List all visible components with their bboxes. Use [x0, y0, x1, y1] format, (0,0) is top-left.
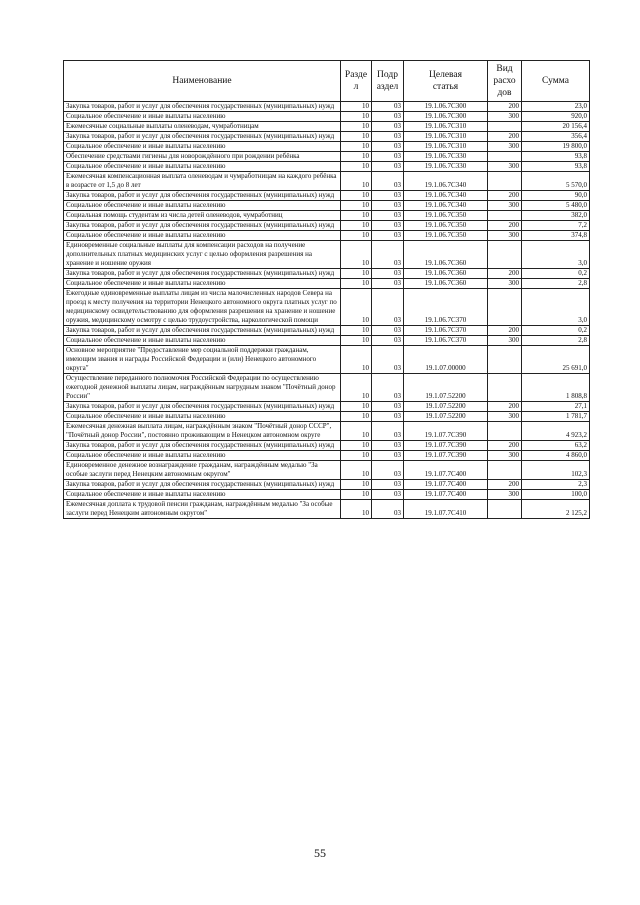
- budget-table: [63, 60, 590, 519]
- cell-amount: 102,3: [522, 461, 590, 480]
- cell-subsection: 03: [372, 336, 404, 346]
- table-row: [64, 211, 590, 221]
- table-row: [64, 346, 590, 374]
- cell-expense-type: 200: [488, 132, 522, 142]
- cell-expense-type: [488, 461, 522, 480]
- cell-expense-type: 200: [488, 221, 522, 231]
- cell-section: 10: [341, 112, 372, 122]
- cell-section: 10: [341, 490, 372, 500]
- cell-subsection: 03: [372, 142, 404, 152]
- cell-target-article: 19.1.07.52200: [404, 412, 488, 422]
- cell-target-article: 19.1.06.7С300: [404, 102, 488, 112]
- cell-expense-type: [488, 172, 522, 191]
- table-row: [64, 461, 590, 480]
- cell-amount: 920,0: [522, 112, 590, 122]
- cell-subsection: 03: [372, 289, 404, 326]
- cell-target-article: 19.1.07.7С400: [404, 461, 488, 480]
- cell-section: 10: [341, 336, 372, 346]
- cell-target-article: 19.1.06.7С330: [404, 162, 488, 172]
- cell-amount: 27,1: [522, 402, 590, 412]
- cell-target-article: 19.1.06.7С340: [404, 172, 488, 191]
- cell-expense-type: [488, 374, 522, 402]
- cell-target-article: 19.1.06.7С350: [404, 211, 488, 221]
- cell-amount: 19 800,0: [522, 142, 590, 152]
- cell-amount: 356,4: [522, 132, 590, 142]
- cell-expense-type: 200: [488, 102, 522, 112]
- cell-name: Закупка товаров, работ и услуг для обеспечения государственных (муниципальных) нужд: [64, 191, 341, 201]
- cell-amount: 7,2: [522, 221, 590, 231]
- table-row: [64, 191, 590, 201]
- cell-target-article: 19.1.06.7С370: [404, 289, 488, 326]
- cell-amount: 4 860,0: [522, 451, 590, 461]
- cell-subsection: 03: [372, 374, 404, 402]
- table-row: [64, 142, 590, 152]
- table-header-row: [64, 61, 590, 102]
- cell-subsection: 03: [372, 500, 404, 519]
- cell-section: 10: [341, 289, 372, 326]
- cell-subsection: 03: [372, 441, 404, 451]
- cell-target-article: 19.1.06.7С310: [404, 122, 488, 132]
- cell-target-article: 19.1.06.7С310: [404, 142, 488, 152]
- cell-expense-type: 200: [488, 191, 522, 201]
- cell-name: Осуществление переданного полномочия Российской Федерации по осуществлению ежегодной денежной выплаты лицам, награждённым нагрудным знаком "Почётный донор России": [64, 374, 341, 402]
- cell-subsection: 03: [372, 102, 404, 112]
- cell-expense-type: 300: [488, 142, 522, 152]
- table-row: [64, 279, 590, 289]
- table-row: [64, 490, 590, 500]
- cell-name: Социальная помощь студентам из числа детей оленеводов, чумработниц: [64, 211, 341, 221]
- cell-section: 10: [341, 102, 372, 112]
- cell-section: 10: [341, 211, 372, 221]
- cell-section: 10: [341, 132, 372, 142]
- cell-expense-type: 200: [488, 269, 522, 279]
- cell-section: 10: [341, 172, 372, 191]
- cell-target-article: 19.1.06.7С350: [404, 231, 488, 241]
- header-expense-type-text: Вид расхо дов: [493, 64, 516, 98]
- table-row: [64, 231, 590, 241]
- cell-section: 10: [341, 231, 372, 241]
- cell-expense-type: 300: [488, 336, 522, 346]
- cell-subsection: 03: [372, 172, 404, 191]
- cell-expense-type: [488, 346, 522, 374]
- cell-section: 10: [341, 412, 372, 422]
- table-row: [64, 374, 590, 402]
- cell-name: Социальное обеспечение и иные выплаты населению: [64, 112, 341, 122]
- cell-expense-type: [488, 241, 522, 269]
- cell-section: 10: [341, 326, 372, 336]
- cell-amount: 5 570,0: [522, 172, 590, 191]
- cell-amount: 382,0: [522, 211, 590, 221]
- cell-subsection: 03: [372, 451, 404, 461]
- cell-name: Социальное обеспечение и иные выплаты населению: [64, 201, 341, 211]
- cell-amount: 63,2: [522, 441, 590, 451]
- cell-section: 10: [341, 500, 372, 519]
- table-body: [64, 102, 590, 519]
- cell-subsection: 03: [372, 241, 404, 269]
- cell-expense-type: [488, 122, 522, 132]
- table-row: [64, 172, 590, 191]
- cell-name: Ежемесячная денежная выплата лицам, награждённым знаком "Почётный донор СССР", "Почётный донор России", постоянно проживающим в Ненецком автономном округе: [64, 422, 341, 441]
- cell-section: 10: [341, 162, 372, 172]
- cell-subsection: 03: [372, 201, 404, 211]
- cell-subsection: 03: [372, 461, 404, 480]
- cell-name: Социальное обеспечение и иные выплаты населению: [64, 279, 341, 289]
- cell-expense-type: 300: [488, 201, 522, 211]
- cell-name: Ежемесячная доплата к трудовой пенсии гражданам, награждённым медалью "За особые заслуги перед Ненецким автономным округом": [64, 500, 341, 519]
- cell-name: Обеспечение средствами гигиены для новорождённого при рождении ребёнка: [64, 152, 341, 162]
- cell-expense-type: [488, 422, 522, 441]
- cell-amount: 23,0: [522, 102, 590, 112]
- table-row: [64, 451, 590, 461]
- cell-target-article: 19.1.07.7С390: [404, 422, 488, 441]
- cell-section: 10: [341, 402, 372, 412]
- header-target-article: [404, 61, 488, 102]
- cell-amount: 93,8: [522, 162, 590, 172]
- cell-name: Единовременные социальные выплаты для компенсации расходов на получение дополнительных платных медицинских услуг с целью оформления разрешения на хранение и ношение оружия: [64, 241, 341, 269]
- cell-amount: 2,8: [522, 279, 590, 289]
- cell-expense-type: 300: [488, 279, 522, 289]
- cell-amount: 3,0: [522, 289, 590, 326]
- cell-amount: 2 125,2: [522, 500, 590, 519]
- table-row: [64, 112, 590, 122]
- cell-name: Ежемесячная компенсационная выплата оленеводам и чумработницам на каждого ребёнка в возрасте от 1,5 до 8 лет: [64, 172, 341, 191]
- cell-amount: 2,3: [522, 480, 590, 490]
- cell-section: 10: [341, 241, 372, 269]
- table-row: [64, 289, 590, 326]
- cell-target-article: 19.1.06.7С310: [404, 132, 488, 142]
- cell-section: 10: [341, 142, 372, 152]
- cell-subsection: 03: [372, 162, 404, 172]
- cell-name: Закупка товаров, работ и услуг для обеспечения государственных (муниципальных) нужд: [64, 102, 341, 112]
- cell-amount: 100,0: [522, 490, 590, 500]
- cell-target-article: 19.1.06.7С340: [404, 191, 488, 201]
- header-subsection: [372, 61, 404, 102]
- cell-amount: 25 691,0: [522, 346, 590, 374]
- cell-section: 10: [341, 480, 372, 490]
- cell-target-article: 19.1.07.52200: [404, 402, 488, 412]
- cell-target-article: 19.1.07.7С400: [404, 480, 488, 490]
- cell-target-article: 19.1.07.7С400: [404, 490, 488, 500]
- cell-target-article: 19.1.06.7С360: [404, 269, 488, 279]
- cell-section: 10: [341, 191, 372, 201]
- cell-name: Ежемесячные социальные выплаты оленеводам, чумработницам: [64, 122, 341, 132]
- cell-subsection: 03: [372, 269, 404, 279]
- cell-subsection: 03: [372, 122, 404, 132]
- cell-name: Закупка товаров, работ и услуг для обеспечения государственных (муниципальных) нужд: [64, 221, 341, 231]
- cell-amount: 0,2: [522, 269, 590, 279]
- cell-expense-type: [488, 289, 522, 326]
- cell-section: 10: [341, 461, 372, 480]
- table-row: [64, 326, 590, 336]
- header-subsection-text: Подр аздел: [376, 70, 399, 92]
- cell-name: Основное мероприятие "Предоставление мер социальной поддержки гражданам, имеющим звания и награды Российской Федерации и (или) Ненецкого автономного округа": [64, 346, 341, 374]
- cell-target-article: 19.1.06.7С350: [404, 221, 488, 231]
- cell-name: Закупка товаров, работ и услуг для обеспечения государственных (муниципальных) нужд: [64, 441, 341, 451]
- cell-amount: 374,8: [522, 231, 590, 241]
- cell-subsection: 03: [372, 480, 404, 490]
- cell-name: Единовременное денежное вознаграждение гражданам, награждённым медалью "За особые заслуги перед Ненецким автономным округом": [64, 461, 341, 480]
- cell-expense-type: 300: [488, 162, 522, 172]
- cell-target-article: 19.1.07.52200: [404, 374, 488, 402]
- table-row: [64, 152, 590, 162]
- cell-target-article: 19.1.07.00000: [404, 346, 488, 374]
- table-row: [64, 221, 590, 231]
- header-name: Наименование: [64, 61, 341, 102]
- cell-section: 10: [341, 269, 372, 279]
- cell-section: 10: [341, 451, 372, 461]
- table-row: [64, 402, 590, 412]
- cell-amount: 1 808,8: [522, 374, 590, 402]
- header-section-text: Разде л: [344, 70, 368, 92]
- cell-subsection: 03: [372, 346, 404, 374]
- cell-section: 10: [341, 221, 372, 231]
- cell-section: 10: [341, 441, 372, 451]
- cell-amount: 90,0: [522, 191, 590, 201]
- cell-section: 10: [341, 422, 372, 441]
- cell-expense-type: 200: [488, 441, 522, 451]
- cell-amount: 1 781,7: [522, 412, 590, 422]
- table-row: [64, 269, 590, 279]
- cell-subsection: 03: [372, 221, 404, 231]
- cell-amount: 5 480,0: [522, 201, 590, 211]
- cell-name: Закупка товаров, работ и услуг для обеспечения государственных (муниципальных) нужд: [64, 269, 341, 279]
- cell-subsection: 03: [372, 152, 404, 162]
- table-row: [64, 132, 590, 142]
- page-number: 55: [314, 846, 326, 860]
- table-row: [64, 201, 590, 211]
- cell-subsection: 03: [372, 231, 404, 241]
- cell-expense-type: 300: [488, 490, 522, 500]
- cell-section: 10: [341, 122, 372, 132]
- cell-amount: 20 156,4: [522, 122, 590, 132]
- cell-subsection: 03: [372, 412, 404, 422]
- cell-name: Социальное обеспечение и иные выплаты населению: [64, 490, 341, 500]
- table-row: [64, 336, 590, 346]
- cell-section: 10: [341, 346, 372, 374]
- cell-subsection: 03: [372, 326, 404, 336]
- header-target-article-text: Целевая статья: [429, 70, 462, 92]
- cell-section: 10: [341, 152, 372, 162]
- cell-section: 10: [341, 279, 372, 289]
- cell-expense-type: 300: [488, 451, 522, 461]
- cell-name: Социальное обеспечение и иные выплаты населению: [64, 336, 341, 346]
- cell-expense-type: 300: [488, 412, 522, 422]
- cell-subsection: 03: [372, 422, 404, 441]
- cell-name: Социальное обеспечение и иные выплаты населению: [64, 451, 341, 461]
- table-row: [64, 422, 590, 441]
- cell-subsection: 03: [372, 402, 404, 412]
- cell-subsection: 03: [372, 191, 404, 201]
- cell-expense-type: 200: [488, 326, 522, 336]
- cell-section: 10: [341, 201, 372, 211]
- cell-target-article: 19.1.06.7С340: [404, 201, 488, 211]
- cell-target-article: 19.1.06.7С370: [404, 326, 488, 336]
- cell-amount: 4 923,2: [522, 422, 590, 441]
- cell-subsection: 03: [372, 132, 404, 142]
- cell-expense-type: 200: [488, 480, 522, 490]
- table-row: [64, 441, 590, 451]
- cell-target-article: 19.1.07.7С390: [404, 451, 488, 461]
- cell-target-article: 19.1.07.7С410: [404, 500, 488, 519]
- cell-target-article: 19.1.06.7С370: [404, 336, 488, 346]
- cell-name: Социальное обеспечение и иные выплаты населению: [64, 412, 341, 422]
- cell-target-article: 19.1.06.7С360: [404, 279, 488, 289]
- cell-expense-type: 300: [488, 112, 522, 122]
- cell-target-article: 19.1.06.7С330: [404, 152, 488, 162]
- cell-amount: 2,8: [522, 336, 590, 346]
- table-row: [64, 480, 590, 490]
- cell-expense-type: [488, 211, 522, 221]
- cell-name: Закупка товаров, работ и услуг для обеспечения государственных (муниципальных) нужд: [64, 402, 341, 412]
- cell-target-article: 19.1.07.7С390: [404, 441, 488, 451]
- cell-section: 10: [341, 374, 372, 402]
- cell-name: Социальное обеспечение и иные выплаты населению: [64, 231, 341, 241]
- cell-target-article: 19.1.06.7С300: [404, 112, 488, 122]
- cell-expense-type: [488, 152, 522, 162]
- cell-name: Ежегодные единовременные выплаты лицам из числа малочисленных народов Севера на проезд к месту получения на территории Ненецкого автономного округа платных услуг по медицинскому освидетельствованию для оформления разрешения на хранение и ношение оружия, медицинскому осмотру с целью трудоустройства, наркологической помощи: [64, 289, 341, 326]
- header-expense-type: [488, 61, 522, 102]
- cell-subsection: 03: [372, 279, 404, 289]
- header-section: [341, 61, 372, 102]
- cell-amount: 93,8: [522, 152, 590, 162]
- cell-name: Закупка товаров, работ и услуг для обеспечения государственных (муниципальных) нужд: [64, 132, 341, 142]
- cell-subsection: 03: [372, 211, 404, 221]
- table-row: [64, 102, 590, 112]
- table-row: [64, 122, 590, 132]
- table-row: [64, 500, 590, 519]
- cell-expense-type: [488, 500, 522, 519]
- cell-amount: 0,2: [522, 326, 590, 336]
- cell-target-article: 19.1.06.7С360: [404, 241, 488, 269]
- cell-subsection: 03: [372, 112, 404, 122]
- table-row: [64, 412, 590, 422]
- cell-amount: 3,0: [522, 241, 590, 269]
- cell-name: Закупка товаров, работ и услуг для обеспечения государственных (муниципальных) нужд: [64, 480, 341, 490]
- table-row: [64, 162, 590, 172]
- header-amount: Сумма: [522, 61, 590, 102]
- cell-name: Социальное обеспечение и иные выплаты населению: [64, 142, 341, 152]
- cell-name: Социальное обеспечение и иные выплаты населению: [64, 162, 341, 172]
- cell-expense-type: 200: [488, 402, 522, 412]
- cell-subsection: 03: [372, 490, 404, 500]
- cell-expense-type: 300: [488, 231, 522, 241]
- table-row: [64, 241, 590, 269]
- cell-name: Закупка товаров, работ и услуг для обеспечения государственных (муниципальных) нужд: [64, 326, 341, 336]
